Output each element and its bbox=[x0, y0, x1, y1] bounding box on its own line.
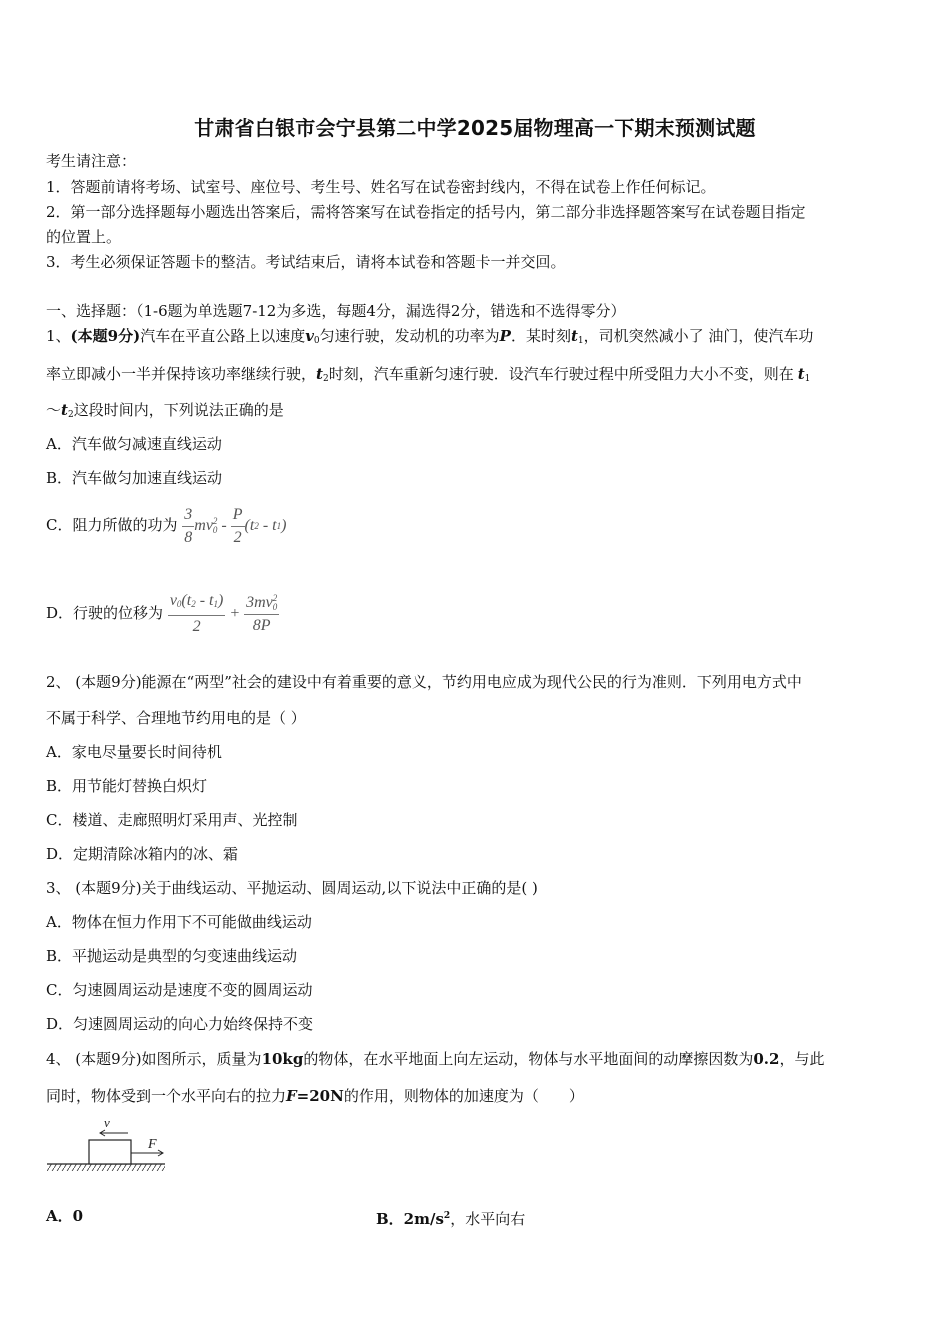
q3-line-1: 3、 (本题9分)关于曲线运动、平抛运动、圆周运动,以下说法中正确的是( ) bbox=[46, 879, 538, 897]
formula-term: (t bbox=[181, 592, 192, 609]
q1-option-d bbox=[46, 588, 279, 639]
formula-term: 3mv bbox=[246, 593, 273, 611]
formula-op: + bbox=[229, 605, 241, 622]
formula-fraction bbox=[244, 592, 279, 637]
q4-text: 的作用，则物体的加速度为（ ） bbox=[343, 1087, 584, 1105]
velocity-label: v bbox=[104, 1115, 110, 1130]
q4-option-b bbox=[376, 1206, 525, 1229]
formula-fraction bbox=[182, 504, 194, 549]
q1-t1-sub: 1 bbox=[577, 336, 584, 346]
formula-sub: 2 bbox=[191, 599, 196, 609]
q3-option-d: D．匀速圆周运动的向心力始终保持不变 bbox=[46, 1015, 314, 1033]
q1-option-b: B．汽车做匀加速直线运动 bbox=[46, 469, 223, 487]
formula-sub: 0 bbox=[272, 601, 278, 612]
frac-den: 8 bbox=[184, 528, 193, 546]
q4-text: 4、 (本题9分)如图所示，质量为 bbox=[46, 1050, 262, 1068]
q1-tilde: ～ bbox=[46, 401, 62, 419]
q1-t1: t bbox=[570, 327, 578, 345]
q1-text: 率立即减小一半并保持该功率继续行驶， bbox=[46, 365, 317, 383]
formula-sub: 1 bbox=[213, 599, 218, 609]
formula-sub: 0 bbox=[212, 525, 218, 535]
formula-op: - bbox=[221, 517, 227, 534]
q4-text: ，与此 bbox=[779, 1050, 825, 1068]
formula-term: - t bbox=[258, 517, 277, 534]
q2-option-d: D．定期清除冰箱内的冰、霜 bbox=[46, 845, 239, 863]
section-heading: 一、选择题：（1-6题为单选题7-12为多选，每题4分，漏选得2分，错选和不选得零分） bbox=[46, 302, 626, 320]
q1-v0-sub: 0 bbox=[313, 336, 320, 346]
frac-den: 2 bbox=[233, 528, 242, 546]
q4-force-value: =20N bbox=[296, 1087, 344, 1105]
formula-sub: 2 bbox=[254, 521, 259, 531]
q1-t1: t bbox=[797, 365, 805, 383]
formula-sup: 2 bbox=[212, 516, 218, 526]
q1-text: ，司机突然减小了 油门，使汽车功 bbox=[583, 327, 814, 345]
notice-item-1: 1．答题前请将考场、试室号、座位号、考生号、姓名写在试卷密封线内，不得在试卷上作任何标记。 bbox=[46, 178, 716, 196]
formula-sup: 2 bbox=[272, 592, 278, 603]
q1-t2-sub: 2 bbox=[322, 374, 329, 384]
q3-option-a: A．物体在恒力作用下不可能做曲线运动 bbox=[46, 913, 312, 931]
notice-item-3: 3．考生必须保证答题卡的整洁。考试结束后，请将本试卷和答题卡一并交回。 bbox=[46, 253, 566, 271]
q1-line-1 bbox=[46, 326, 813, 351]
q4-option-a: A．0 bbox=[46, 1207, 84, 1225]
q1-v0: v bbox=[305, 327, 314, 345]
q4-option-b-text: ，水平向右 bbox=[450, 1210, 526, 1228]
q1-t2-sub: 2 bbox=[67, 410, 74, 420]
q4-text: 同时，物体受到一个水平向右的拉力 bbox=[46, 1087, 287, 1105]
q4-text: 的物体，在水平地面上向左运动，物体与水平地面间的动摩擦因数为 bbox=[303, 1050, 754, 1068]
notice-item-2-cont: 的位置上。 bbox=[46, 228, 122, 246]
block bbox=[89, 1140, 131, 1164]
formula-sub: 0 bbox=[176, 599, 182, 609]
frac-num bbox=[168, 590, 226, 616]
q4-friction-coefficient: 0.2 bbox=[753, 1050, 780, 1068]
formula-term: ) bbox=[217, 592, 224, 609]
q1-text: 汽车在平直公路上以速度 bbox=[140, 327, 306, 345]
frac-num: P bbox=[231, 504, 245, 527]
frac-num: 3 bbox=[182, 504, 194, 527]
q1-option-a: A．汽车做匀减速直线运动 bbox=[46, 435, 222, 453]
ground-hatch bbox=[47, 1164, 165, 1171]
frac-den: 2 bbox=[192, 618, 201, 635]
q1-power: P bbox=[499, 327, 511, 345]
formula-term: ) bbox=[281, 517, 287, 534]
q4-line-1 bbox=[46, 1049, 824, 1069]
page-title: 甘肃省白银市会宁县第二中学2025届物理高一下期末预测试题 bbox=[194, 116, 756, 140]
q4-option-b-sup: 2 bbox=[443, 1211, 451, 1221]
force-label: F bbox=[148, 1137, 157, 1152]
q1-t2: t bbox=[61, 401, 68, 419]
formula-sub: 1 bbox=[276, 521, 282, 531]
q4-line-2 bbox=[46, 1086, 584, 1106]
formula-term: (t bbox=[244, 517, 255, 534]
q1-text: 时刻，汽车重新匀速行驶．设汽车行驶过程中所受阻力大小不变，则在 bbox=[328, 365, 794, 383]
formula-term: mv bbox=[194, 517, 213, 534]
q1-line-2 bbox=[46, 364, 810, 389]
q2-option-c: C．楼道、走廊照明灯采用声、光控制 bbox=[46, 811, 298, 829]
formula-fraction bbox=[168, 590, 226, 638]
q4-figure bbox=[44, 1112, 174, 1184]
q3-option-c: C．匀速圆周运动是速度不变的圆周运动 bbox=[46, 981, 313, 999]
formula-fraction bbox=[231, 504, 245, 549]
q4-force-symbol: F bbox=[286, 1087, 297, 1105]
q1-text: 匀速行驶，发动机的功率为 bbox=[319, 327, 500, 345]
frac-den: 8P bbox=[252, 616, 271, 634]
q2-line-2: 不属于科学、合理地节约用电的是（ ） bbox=[46, 709, 306, 727]
q4-option-b-value: B．2m/s bbox=[376, 1210, 444, 1228]
q4-mass: 10kg bbox=[261, 1050, 304, 1068]
q2-option-b: B．用节能灯替换白炽灯 bbox=[46, 777, 208, 795]
q3-option-b: B．平抛运动是典型的匀变速曲线运动 bbox=[46, 947, 298, 965]
q1-option-d-label: D．行驶的位移为 bbox=[46, 604, 164, 622]
q1-number: 1、 bbox=[46, 327, 71, 345]
formula-term: - t bbox=[195, 592, 214, 609]
q1-line-3 bbox=[46, 400, 284, 425]
q2-option-a: A．家电尽量要长时间待机 bbox=[46, 743, 222, 761]
notice-item-2: 2．第一部分选择题每小题选出答案后，需将答案写在试卷指定的括号内，第二部分非选择题答案写在试卷题目指定 bbox=[46, 203, 806, 221]
frac-num bbox=[244, 592, 279, 615]
q1-score: (本题9分) bbox=[70, 327, 141, 345]
notice-heading: 考生请注意： bbox=[46, 152, 137, 170]
q2-line-1: 2、 (本题9分)能源在“两型”社会的建设中有着重要的意义，节约用电应成为现代公民的行为准则．下列用电方式中 bbox=[46, 673, 802, 691]
q1-option-c-label: C．阻力所做的功为 bbox=[46, 516, 178, 534]
q1-option-c bbox=[46, 500, 286, 551]
q1-text: 这段时间内，下列说法正确的是 bbox=[73, 401, 284, 419]
q1-t1-sub: 1 bbox=[804, 374, 811, 384]
q1-t2: t bbox=[316, 365, 323, 383]
formula-term: v bbox=[169, 592, 177, 609]
q1-text: ．某时刻 bbox=[510, 327, 571, 345]
